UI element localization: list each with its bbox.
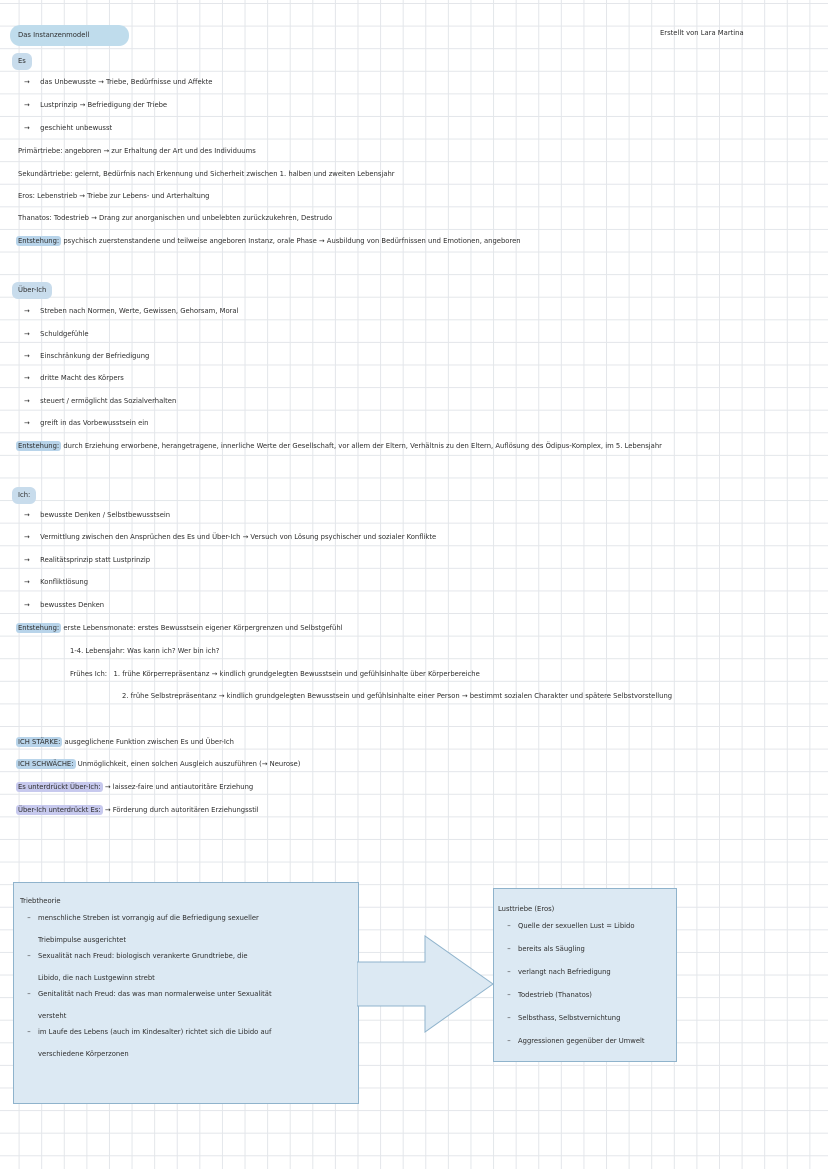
balance-row: Über-Ich unterdrückt Es: → Förderung durch autoritären Erziehungsstil	[18, 806, 259, 814]
balance-label: Über-Ich unterdrückt Es:	[18, 806, 101, 814]
ueber-ich-bullet: → Einschränkung der Befriedigung	[24, 352, 150, 360]
list-item: – menschliche Streben ist vorrangig auf die Befriedigung sexueller Triebimpulse ausgerichtet	[20, 914, 358, 945]
page-title: Das Instanzenmodell	[10, 25, 129, 46]
lusttriebe-heading: Lusttriebe (Eros)	[498, 905, 555, 913]
es-bullet: → das Unbewusste → Triebe, Bedürfnisse und Affekte	[24, 78, 213, 86]
author-credit: Erstellt von Lara Martina	[660, 29, 744, 37]
balance-label: ICH SCHWÄCHE:	[18, 760, 74, 768]
balance-row: ICH STÄRKE: ausgeglichene Funktion zwischen Es und Über-Ich	[18, 738, 234, 746]
list-item: – verlangt nach Befriedigung	[500, 968, 676, 977]
dash-icon: –	[27, 914, 31, 922]
ich-bullet: → Vermittlung zwischen den Ansprüchen des Es und Über-Ich → Versuch von Lösung psychischer und sozialer Konflikte	[24, 533, 437, 541]
dash-icon: –	[507, 968, 511, 976]
ich-early-1: Frühes Ich: 1. frühe Körperrepräsentanz → kindlich grundgelegten Bewusstsein und gefühlsinhalte über Körperbereiche	[70, 670, 480, 678]
list-item: – bereits als Säugling	[500, 945, 676, 954]
dash-icon: –	[27, 952, 31, 960]
lusttriebe-box	[493, 888, 677, 1062]
list-item: – Todestrieb (Thanatos)	[500, 991, 676, 1000]
ich-bullet: → Realitätsprinzip statt Lustprinzip	[24, 556, 151, 564]
origin-label: Entstehung:	[18, 624, 60, 632]
list-item: – Genitalität nach Freud: das was man normalerweise unter Sexualität versteht	[20, 990, 358, 1021]
list-item: – Aggressionen gegenüber der Umwelt	[500, 1037, 676, 1046]
arrow-icon: →	[24, 374, 30, 382]
arrow-icon: →	[24, 124, 30, 132]
ueber-ich-bullet: → greift in das Vorbewusstsein ein	[24, 419, 149, 427]
arrow-icon: →	[24, 511, 30, 519]
ueber-ich-heading: Über-Ich	[12, 282, 52, 299]
arrow-icon: →	[24, 101, 30, 109]
origin-label: Entstehung:	[18, 237, 60, 245]
es-heading: Es	[12, 53, 32, 70]
origin-label: Entstehung:	[18, 442, 60, 450]
arrow-icon: →	[24, 419, 30, 427]
balance-label: ICH STÄRKE:	[18, 738, 61, 746]
ich-age: 1-4. Lebensjahr: Was kann ich? Wer bin ich?	[70, 647, 220, 655]
es-eros: Eros: Lebenstrieb → Triebe zur Lebens- und Arterhaltung	[18, 192, 210, 200]
ueber-ich-bullet: → Schuldgefühle	[24, 330, 89, 338]
arrow-icon: →	[24, 352, 30, 360]
ueber-ich-origin: Entstehung: durch Erziehung erworbene, herangetragene, innerliche Werte der Gesellschaft, vor allem der Eltern, Verhältnis zu den Eltern, Auflösung des Ödipus-Komplex, im 5. Lebensjahr	[18, 442, 662, 450]
balance-row: ICH SCHWÄCHE: Unmöglichkeit, einen solchen Ausgleich auszuführen (→ Neurose)	[18, 760, 301, 768]
balance-row: Es unterdrückt Über-Ich: → laissez-faire und antiautoritäre Erziehung	[18, 783, 254, 791]
dash-icon: –	[27, 990, 31, 998]
ueber-ich-bullet: → Streben nach Normen, Werte, Gewissen, Gehorsam, Moral	[24, 307, 239, 315]
list-item: – im Laufe des Lebens (auch im Kindesalter) richtet sich die Libido auf verschiedene Körperzonen	[20, 1028, 358, 1059]
ich-bullet: → Konfliktlösung	[24, 578, 89, 586]
es-bullet: → Lustprinzip → Befriedigung der Triebe	[24, 101, 168, 109]
ich-heading: Ich:	[12, 487, 36, 504]
arrow-icon: →	[24, 330, 30, 338]
dash-icon: –	[507, 991, 511, 999]
es-bullet: → geschieht unbewusst	[24, 124, 113, 132]
list-item: – Sexualität nach Freud: biologisch verankerte Grundtriebe, die Libido, die nach Lustgewinn strebt	[20, 952, 358, 983]
ueber-ich-bullet: → steuert / ermöglicht das Sozialverhalten	[24, 397, 177, 405]
ich-early-2: 2. frühe Selbstrepräsentanz → kindlich grundgelegten Bewusstsein und gefühlsinhalte einer Person → bestimmt sozialen Charakter und spätere Selbstvorstellung	[122, 692, 673, 700]
triebtheorie-heading: Triebtheorie	[20, 897, 61, 905]
arrow-icon: →	[24, 556, 30, 564]
dash-icon: –	[27, 1028, 31, 1036]
arrow-icon: →	[24, 533, 30, 541]
ich-origin: Entstehung: erste Lebensmonate: erstes Bewusstsein eigener Körpergrenzen und Selbstgefühl	[18, 624, 343, 632]
balance-label: Es unterdrückt Über-Ich:	[18, 783, 101, 791]
list-item: – Selbsthass, Selbstvernichtung	[500, 1014, 676, 1023]
list-item: – Quelle der sexuellen Lust = Libido	[500, 922, 676, 931]
triebtheorie-box	[13, 882, 359, 1104]
connector-arrow-icon	[357, 934, 497, 1034]
ich-bullet: → bewusste Denken / Selbstbewusstsein	[24, 511, 171, 519]
arrow-icon: →	[24, 397, 30, 405]
dash-icon: –	[507, 945, 511, 953]
es-thanatos: Thanatos: Todestrieb → Drang zur anorganischen und unbelebten zurückzukehren, Destrudo	[18, 214, 333, 222]
arrow-icon: →	[24, 307, 30, 315]
dash-icon: –	[507, 922, 511, 930]
dash-icon: –	[507, 1037, 511, 1045]
ich-bullet: → bewusstes Denken	[24, 601, 105, 609]
arrow-icon: →	[24, 578, 30, 586]
es-origin: Entstehung: psychisch zuerstenstandene und teilweise angeboren Instanz, orale Phase → Ausbildung von Bedürfnissen und Emotionen, angeboren	[18, 237, 521, 245]
ueber-ich-bullet: → dritte Macht des Körpers	[24, 374, 124, 382]
es-secondary: Sekundärtriebe: gelernt, Bedürfnis nach Erkennung und Sicherheit zwischen 1. halben und zweiten Lebensjahr	[18, 170, 395, 178]
arrow-icon: →	[24, 601, 30, 609]
es-primary: Primärtriebe: angeboren → zur Erhaltung der Art und des Individuums	[18, 147, 256, 155]
dash-icon: –	[507, 1014, 511, 1022]
arrow-icon: →	[24, 78, 30, 86]
